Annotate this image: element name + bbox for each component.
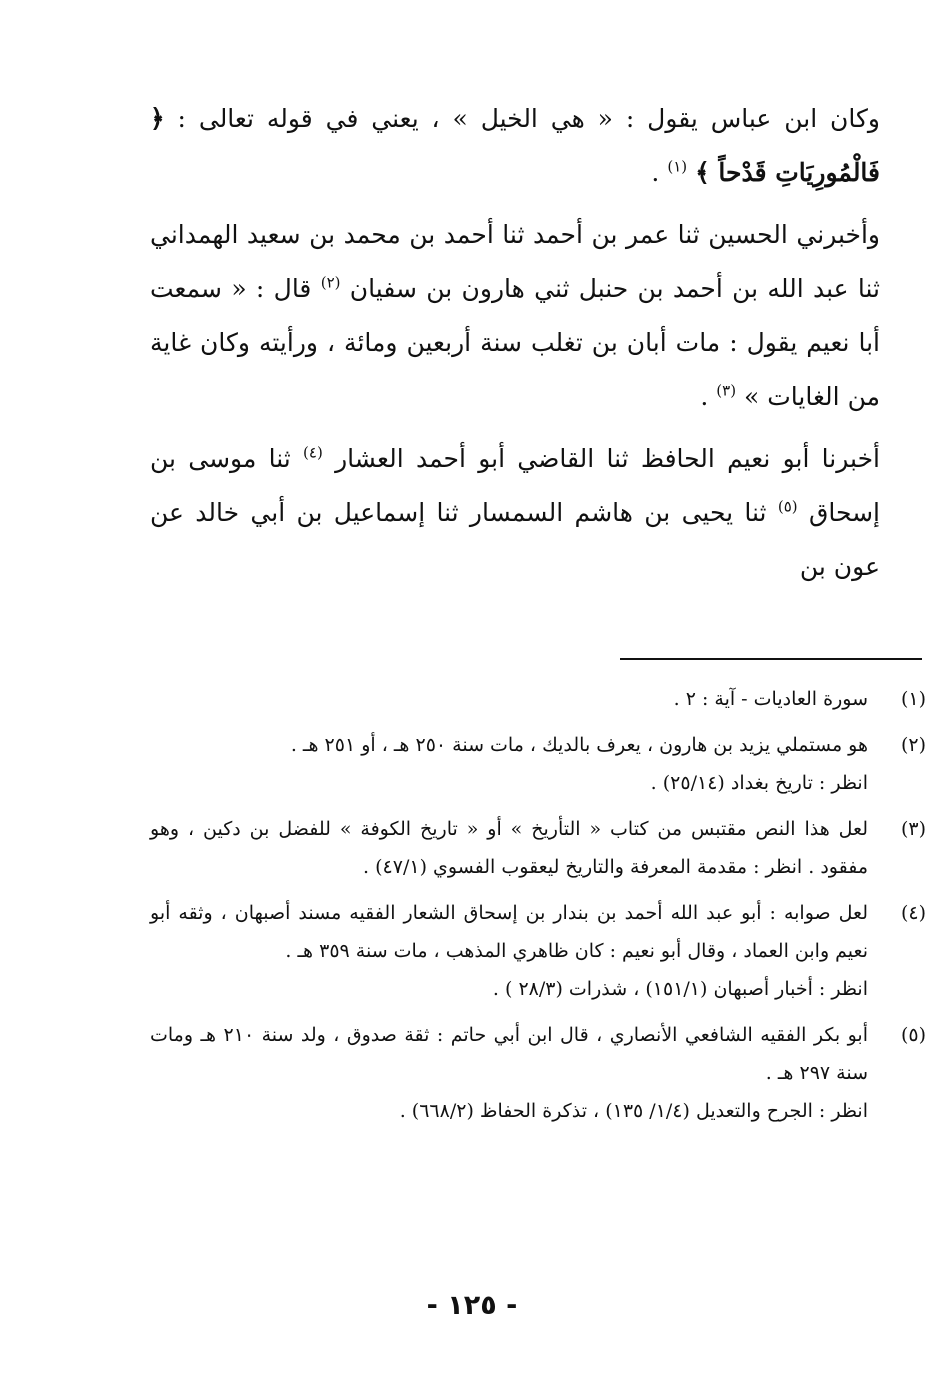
footnote-marker-1: (١) (667, 157, 688, 176)
footnote-line: أبو بكر الفقيه الشافعي الأنصاري ، قال ابن أبي حاتم : ثقة صدوق ، ولد سنة ٢١٠ هـ ومات سنة ٢٩٧ هـ . (150, 1024, 868, 1084)
footnote-marker-3: (٣) (716, 381, 737, 400)
paragraph-1-end: . (651, 158, 668, 187)
footnote-line: انظر : تاريخ بغداد (٢٥/١٤) . (650, 772, 868, 794)
footnote-body (150, 726, 868, 802)
footnote-line: سورة العاديات - آية : ٢ . (673, 688, 868, 710)
footnote-number: (٣) (900, 818, 926, 840)
footnote-number: (١) (900, 688, 926, 710)
page-number: - ١٢٥ - (426, 1290, 518, 1321)
footnote-body (150, 894, 868, 1008)
paragraph-1 (150, 92, 880, 200)
footnote-line: هو مستملي يزيد بن هارون ، يعرف بالديك ، مات سنة ٢٥٠ هـ ، أو ٢٥١ هـ . (290, 734, 868, 756)
footnote-number: (٤) (900, 902, 926, 924)
footnote-line: انظر : الجرح والتعديل (١/٤/ ١٣٥) ، تذكرة الحفاظ (٦٦٨/٢) . (399, 1100, 868, 1122)
footnote-body (150, 810, 868, 886)
paragraph-3-text-b: ثنا موسى بن إسحاق (150, 444, 880, 527)
footnote-marker-4: (٤) (303, 443, 323, 462)
paragraph-2 (150, 208, 880, 424)
footnote-4 (150, 894, 926, 1008)
footnote-number: (٥) (900, 1024, 926, 1046)
footnote-line: لعل صوابه : أبو عبد الله أحمد بن بندار بن إسحاق الشعار الفقيه مسند أصبهان ، وثقه أبو نعيم وابن العماد ، وقال أبو نعيم : كان ظاهري المذهب ، مات سنة ٣٥٩ هـ . (150, 902, 868, 962)
paragraph-2-end: . (700, 382, 717, 411)
footnote-marker-2: (٢) (320, 273, 341, 292)
footnote-number: (٢) (900, 734, 926, 756)
paragraph-3-text-c: ثنا يحيى بن هاشم السمسار ثنا إسماعيل بن أبي خالد عن عون بن (150, 498, 880, 581)
paragraph-2-text-a: وأخبرني الحسين ثنا عمر بن أحمد ثنا أحمد بن محمد بن سعيد الهمداني ثنا عبد الله بن أحمد بن حنبل ثني هارون بن سفيان (150, 220, 880, 303)
footnote-line: انظر : أخبار أصبهان (١٥١/١) ، شذرات (٢٨/٣ ) . (492, 978, 868, 1000)
paragraph-1-text: وكان ابن عباس يقول : « هي الخيل » ، يعني في قوله تعالى : (164, 104, 880, 133)
footnote-separator (620, 658, 922, 660)
footnotes (150, 680, 926, 1138)
paragraph-3 (150, 432, 880, 594)
footnote-body (150, 680, 868, 718)
paragraph-2-text-b: قال : « سمعت أبا نعيم يقول : مات أبان بن تغلب سنة أربعين ومائة ، ورأيته وكان غاية من الغايات » (150, 274, 880, 411)
footnote-5 (150, 1016, 926, 1130)
footnote-2 (150, 726, 926, 802)
footnote-1 (150, 680, 926, 718)
footnote-marker-5: (٥) (777, 497, 798, 516)
footnote-line: لعل هذا النص مقتبس من كتاب « التأريخ » أو « تاريخ الكوفة » للفضل بن دكين ، وهو مفقود . انظر : مقدمة المعرفة والتاريخ ليعقوب الفسوي (٤٧/١) . (150, 818, 868, 878)
footnote-body (150, 1016, 868, 1130)
paragraph-3-text-a: أخبرنا أبو نعيم الحافظ ثنا القاضي أبو أحمد العشار (322, 444, 880, 473)
quran-verse: ﴿ فَالْمُورِيَاتِ قَدْحاً ﴾ (150, 104, 880, 187)
footnote-3 (150, 810, 926, 886)
main-text (150, 92, 880, 602)
